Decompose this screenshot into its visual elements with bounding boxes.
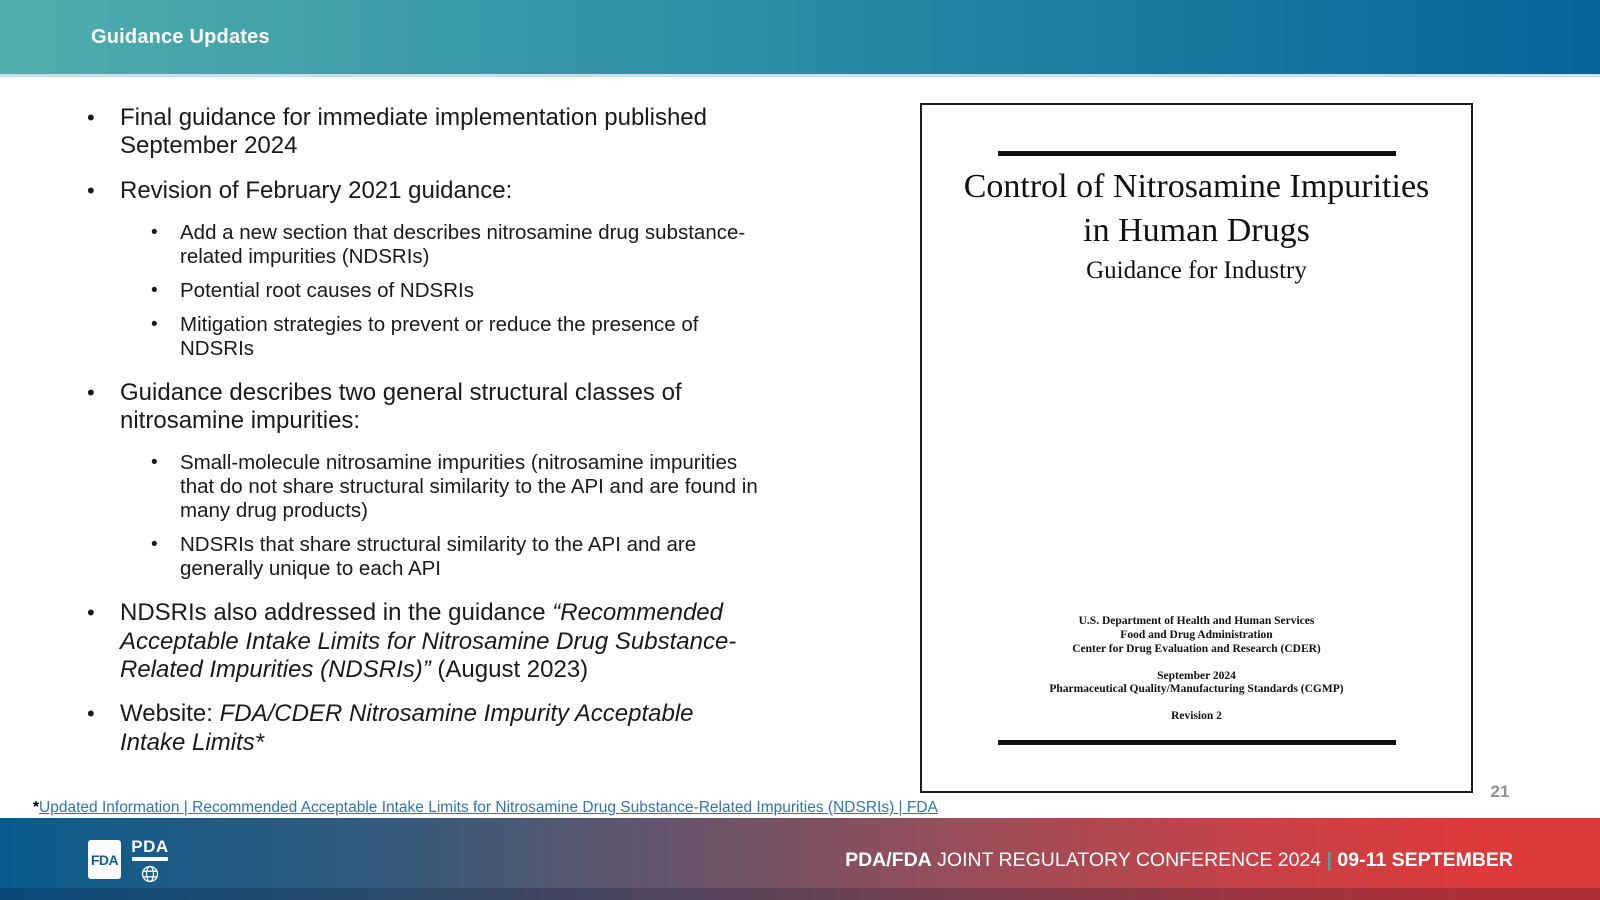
cover-date-line: September 2024	[1157, 669, 1236, 682]
bullet-text: Mitigation strategies to prevent or reduce the presence of NDSRIs	[180, 312, 699, 360]
bullet-text: Potential root causes of NDSRIs	[180, 278, 474, 302]
cover-category-line: Pharmaceutical Quality/Manufacturing Standards (CGMP)	[1049, 683, 1344, 696]
cover-top-rule	[998, 151, 1396, 156]
sub-bullet-item	[80, 279, 775, 303]
conference-dates: 09-11 SEPTEMBER	[1332, 849, 1513, 871]
sub-bullet-item	[80, 221, 775, 269]
header-bar	[0, 0, 1600, 77]
conference-title: JOINT REGULATORY CONFERENCE 2024	[931, 849, 1327, 871]
bullet-text: NDSRIs that share structural similarity to the API and are generally unique to each API	[180, 533, 697, 581]
sub-bullet-item	[80, 533, 775, 581]
conference-banner	[845, 849, 1513, 872]
fda-logo	[88, 840, 121, 879]
bullet-text: Final guidance for immediate implementation published September 2024	[120, 104, 707, 160]
sub-bullet-item	[80, 451, 775, 523]
bullet-text: (August 2023)	[430, 656, 589, 684]
page-number: 21	[1490, 782, 1510, 801]
cover-agency-line: U.S. Department of Health and Human Services	[1078, 615, 1315, 628]
globe-icon	[140, 864, 160, 884]
slide-body	[80, 104, 780, 773]
guidance-document-cover	[920, 103, 1473, 793]
bullet-item	[80, 599, 780, 684]
footnote	[33, 799, 938, 817]
page-title: Guidance Updates	[91, 25, 270, 48]
bullet-text: Guidance describes two general structural classes of nitrosamine impurities:	[120, 378, 682, 435]
cover-revision-line: Revision 2	[1171, 710, 1222, 723]
pda-logo-text: PDA	[131, 837, 169, 856]
bullet-list	[80, 104, 780, 773]
pda-tagline-bar	[132, 857, 168, 861]
sub-bullet-item	[80, 313, 775, 361]
cover-subtitle: Guidance for Industry	[1086, 257, 1307, 285]
conference-org: PDA/FDA	[845, 849, 932, 871]
cover-agency-line: Center for Drug Evaluation and Research (CDER)	[1072, 642, 1321, 655]
footer-bar	[0, 818, 1600, 900]
bullet-text: Revision of February 2021 guidance:	[120, 176, 513, 204]
bullet-text-italic: FDA/CDER Nitrosamine Impurity Acceptable Intake Limits*	[120, 700, 694, 756]
bullet-text-italic: “Recommended Acceptable Intake Limits for Nitrosamine Drug Substance-Related Impurities (NDSRIs)”	[120, 599, 737, 684]
footnote-link[interactable]: Updated Information | Recommended Acceptable Intake Limits for Nitrosamine Drug Substance-Related Impurities (NDSRIs) | FDA	[39, 799, 938, 816]
cover-bottom-rule	[998, 740, 1396, 745]
bullet-text: Website:	[120, 700, 220, 728]
cover-title: Control of Nitrosamine Impurities in Human Drugs	[963, 168, 1430, 250]
bullet-item	[80, 177, 780, 205]
bullet-text: NDSRIs also addressed in the guidance	[120, 599, 553, 627]
bullet-item	[80, 700, 750, 757]
fda-logo-text: FDA	[90, 851, 119, 868]
conference-divider: |	[1326, 849, 1333, 871]
cover-agency-line: Food and Drug Administration	[1120, 629, 1273, 642]
bullet-text: Add a new section that describes nitrosamine drug substance-related impurities (NDSRIs)	[180, 220, 746, 268]
bullet-text: Small-molecule nitrosamine impurities (nitrosamine impurities that do not share structural similarity to the API and are found in many drug products)	[180, 451, 758, 523]
pda-logo	[129, 838, 171, 884]
footnote-asterisk: *	[33, 799, 40, 816]
bullet-item	[80, 379, 780, 436]
bullet-item	[80, 104, 780, 161]
